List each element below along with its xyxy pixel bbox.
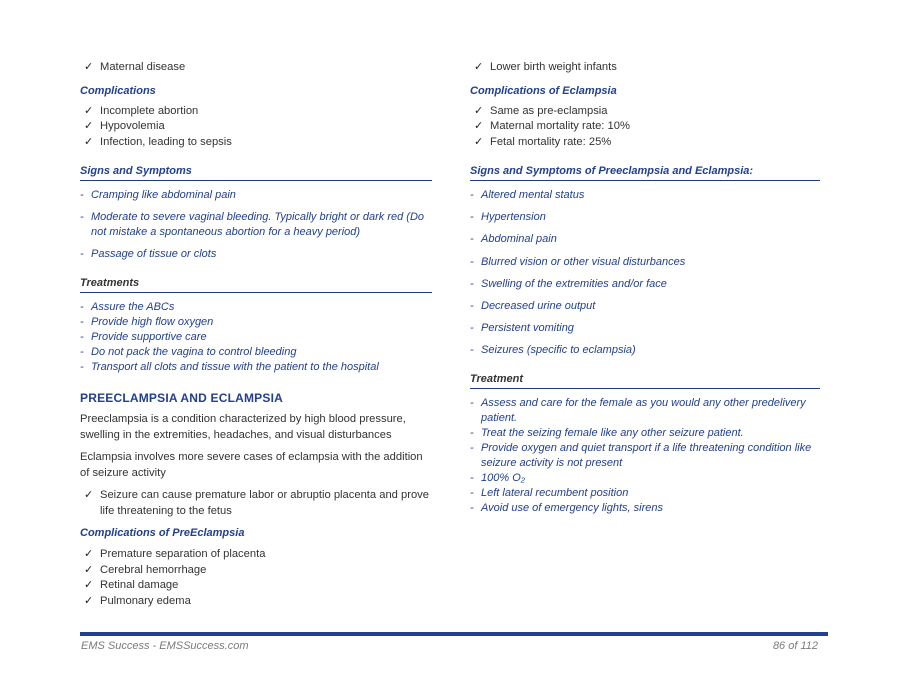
dash-bullet: -: [80, 189, 84, 201]
dash-bullet: -: [80, 346, 84, 358]
signs-preeclampsia-eclampsia-heading: Signs and Symptoms of Preeclampsia and Eclampsia:: [470, 164, 820, 181]
list-item-text: Moderate to severe vaginal bleeding. Typically bright or dark red (Do not mistake a spontaneous abortion for a heavy period): [91, 211, 425, 238]
dash-list-item: [470, 299, 820, 314]
complications-eclampsia-list: [470, 104, 820, 151]
list-item-text: Maternal disease: [100, 61, 186, 73]
complications-preeclampsia-list: [80, 547, 432, 609]
list-item-text: Same as pre-eclampsia: [490, 104, 608, 117]
checkmark-icon: ✓: [84, 120, 94, 132]
checkmark-icon: ✓: [84, 548, 94, 560]
dash-bullet: -: [470, 299, 474, 312]
checkmark-icon: ✓: [474, 61, 484, 73]
dash-list-item: [80, 315, 432, 330]
complications-heading: Complications: [80, 84, 156, 97]
check-list-item: [80, 104, 432, 120]
check-list-item: [470, 60, 820, 76]
dash-bullet: -: [470, 189, 474, 201]
dash-bullet: -: [470, 472, 474, 485]
list-item-text: Retinal damage: [100, 579, 179, 591]
complications-preeclampsia-heading: Complications of PreEclampsia: [80, 527, 245, 539]
preeclampsia-definition: Preeclampsia is a condition characterized by high blood pressure, swelling in the extremities, headaches, and visual disturbances: [80, 413, 406, 441]
check-list-item: [470, 135, 820, 151]
dash-list-item: [470, 321, 820, 336]
list-item-text: Transport all clots and tissue with the patient to the hospital: [91, 361, 379, 373]
dash-bullet: -: [80, 331, 84, 343]
dash-bullet: -: [80, 248, 84, 260]
checkmark-icon: ✓: [474, 120, 484, 132]
dash-bullet: -: [470, 233, 474, 246]
list-item-text: Swelling of the extremities and/or face: [481, 277, 667, 290]
list-item-text: Passage of tissue or clots: [91, 248, 217, 260]
dash-bullet: -: [80, 361, 84, 373]
list-item-text: Maternal mortality rate: 10%: [490, 120, 630, 132]
list-item-text: Cramping like abdominal pain: [91, 189, 236, 201]
dash-list-item: [470, 277, 820, 292]
complications-eclampsia-heading: Complications of Eclampsia: [470, 84, 617, 97]
dash-list-item: [470, 232, 820, 247]
list-item-text: Provide oxygen and quiet transport if a life threatening condition like seizure activity is not present: [481, 442, 812, 470]
dash-list-item: [470, 486, 820, 501]
list-item-text: Incomplete abortion: [100, 104, 199, 117]
treatment-heading: Treatment: [470, 372, 820, 389]
list-item-text: Hypovolemia: [100, 120, 165, 132]
list-item-text: Do not pack the vagina to control bleeding: [91, 346, 297, 358]
dash-list-item: [80, 300, 432, 315]
left-top-list: [80, 60, 432, 76]
checkmark-icon: ✓: [84, 61, 94, 73]
dash-list-item: [80, 247, 432, 262]
dash-bullet: -: [470, 427, 474, 440]
complications-list: [80, 104, 432, 151]
dash-list-item: [470, 343, 820, 358]
check-list-item: [80, 119, 432, 135]
check-list-item: [470, 119, 820, 135]
right-top-list: [470, 60, 820, 76]
dash-bullet: -: [80, 301, 84, 313]
checkmark-icon: ✓: [84, 135, 94, 148]
list-item-text: Avoid use of emergency lights, sirens: [481, 502, 663, 515]
list-item-text: Seizures (specific to eclampsia): [481, 344, 636, 357]
checkmark-icon: ✓: [84, 563, 94, 576]
checkmark-icon: ✓: [474, 135, 484, 148]
dash-list-item: [470, 501, 820, 516]
list-item-text: Blurred vision or other visual disturbances: [481, 255, 686, 268]
check-list-item: [470, 104, 820, 120]
dash-bullet: -: [470, 322, 474, 335]
check-list-item: [80, 60, 432, 76]
dash-list-item: [470, 471, 820, 486]
dash-list-item: [80, 210, 432, 240]
dash-bullet: -: [470, 397, 474, 410]
check-list-item: [80, 594, 432, 610]
list-item-text: Infection, leading to sepsis: [100, 135, 232, 148]
list-item-text: Pulmonary edema: [100, 594, 191, 607]
preeclampsia-heading: PREECLAMPSIA AND ECLAMPSIA: [80, 391, 283, 405]
dash-bullet: -: [470, 442, 474, 455]
dash-list-item: [470, 426, 820, 441]
dash-bullet: -: [80, 316, 84, 328]
signs-symptoms-heading: Signs and Symptoms: [80, 164, 432, 181]
list-item-text: Premature separation of placenta: [100, 548, 266, 560]
signs-preeclampsia-eclampsia-list: [470, 188, 820, 358]
list-item-text: Abdominal pain: [481, 233, 557, 246]
dash-bullet: -: [470, 502, 474, 515]
list-item-text: Cerebral hemorrhage: [100, 563, 207, 576]
left-column: [80, 60, 432, 609]
seizure-check-list: [80, 488, 432, 519]
list-item-text: Fetal mortality rate: 25%: [490, 135, 612, 148]
dash-list-item: [470, 188, 820, 203]
list-item-text: Left lateral recumbent position: [481, 487, 629, 500]
list-item-text: Assure the ABCs: [91, 301, 175, 313]
dash-list-item: [470, 255, 820, 270]
list-item-text: Seizure can cause premature labor or abruptio placenta and prove life threatening to the fetus: [100, 489, 429, 517]
footer-site: EMS Success - EMSSuccess.com: [81, 640, 249, 652]
check-list-item: [80, 135, 432, 151]
list-item-text: Decreased urine output: [481, 299, 596, 312]
treatments-heading: Treatments: [80, 276, 432, 293]
page-number: 86 of 112: [772, 640, 818, 652]
dash-bullet: -: [470, 211, 474, 224]
treatment-list: [470, 396, 820, 516]
list-item-text: Assess and care for the female as you would any other predelivery patient.: [481, 397, 806, 425]
dash-list-item: [80, 188, 432, 203]
dash-list-item: [80, 330, 432, 345]
check-list-item: [80, 488, 432, 519]
treatments-list: [80, 300, 432, 375]
check-list-item: [80, 563, 432, 579]
dash-bullet: -: [470, 344, 474, 357]
dash-list-item: [470, 210, 820, 225]
list-item-text: Hypertension: [481, 211, 546, 224]
list-item-text: Persistent vomiting: [481, 322, 574, 335]
footer-divider: [80, 632, 828, 636]
dash-bullet: -: [470, 277, 474, 290]
signs-symptoms-list: [80, 188, 432, 262]
right-column: [470, 60, 820, 516]
checkmark-icon: ✓: [474, 104, 484, 117]
checkmark-icon: ✓: [84, 104, 94, 117]
dash-list-item: [80, 360, 432, 375]
list-item-text: Provide high flow oxygen: [91, 316, 214, 328]
list-item-text: Treat the seizing female like any other seizure patient.: [481, 427, 744, 440]
check-list-item: [80, 578, 432, 594]
checkmark-icon: ✓: [84, 579, 94, 591]
list-item-text: 100% O₂: [481, 472, 525, 485]
dash-list-item: [470, 441, 820, 471]
dash-bullet: -: [470, 255, 474, 268]
checkmark-icon: ✓: [84, 489, 94, 501]
dash-list-item: [80, 345, 432, 360]
list-item-text: Lower birth weight infants: [490, 61, 617, 73]
dash-bullet: -: [80, 211, 84, 223]
eclampsia-definition: Eclampsia involves more severe cases of eclampsia with the addition of seizure activity: [80, 451, 423, 479]
check-list-item: [80, 547, 432, 563]
dash-bullet: -: [470, 487, 474, 500]
list-item-text: Altered mental status: [481, 189, 585, 201]
checkmark-icon: ✓: [84, 594, 94, 607]
list-item-text: Provide supportive care: [91, 331, 207, 343]
dash-list-item: [470, 396, 820, 426]
